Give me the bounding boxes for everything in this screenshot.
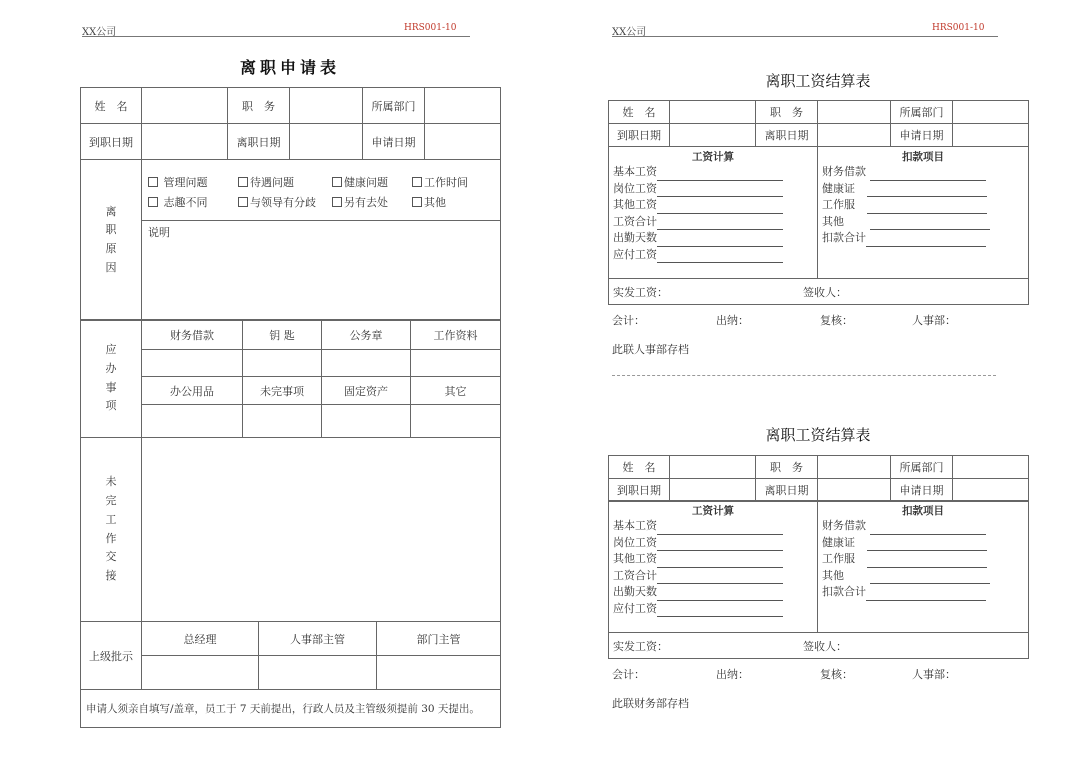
leave-date-label: 离职日期 [756, 124, 818, 147]
settlement-info-table [608, 455, 1029, 502]
todo-table [80, 319, 501, 438]
todo-field[interactable] [411, 405, 501, 438]
deduct-row[interactable]: 工作服 [822, 551, 1024, 568]
department-label: 所属部门 [891, 456, 953, 479]
todo-field[interactable] [142, 350, 243, 377]
todo-field[interactable] [243, 405, 322, 438]
doc-code: HRS001-10 [932, 23, 985, 33]
reason-checkbox-new-job[interactable]: 另有去处 [332, 194, 388, 210]
deduct-row[interactable]: 工作服 [822, 197, 1024, 214]
salary-row[interactable]: 基本工资 [613, 518, 813, 535]
approval-field[interactable] [259, 656, 377, 690]
footer-note: 申请人须亲自填写/盖章，员工于 7 天前提出，行政人员及主管级须提前 30 天提出。 [81, 690, 501, 728]
handover-label-cell [81, 438, 142, 622]
name-label: 姓 名 [81, 88, 142, 124]
receiver-label: 签收人： [803, 639, 847, 653]
todo-label: 应办事项 [105, 343, 117, 413]
leave-date-field[interactable] [290, 124, 363, 160]
approval-field[interactable] [142, 656, 259, 690]
handover-field[interactable] [142, 438, 501, 622]
reason-checkbox-hours[interactable]: 工作时间 [412, 174, 468, 190]
reason-table [80, 159, 501, 321]
settlement-title: 离职工资结算表 [765, 426, 871, 444]
position-label: 职 务 [756, 101, 818, 124]
join-date-field[interactable] [670, 124, 756, 147]
salary-header: 工资计算 [692, 505, 734, 517]
settlement-detail-table [608, 500, 1029, 659]
deduct-row[interactable]: 扣款合计 [822, 584, 1024, 601]
accountant-label: 会计： [612, 314, 645, 327]
deduction-cell [818, 147, 1029, 279]
deduct-row[interactable]: 健康证 [822, 535, 1024, 552]
todo-field[interactable] [411, 350, 501, 377]
reason-checkbox-pay[interactable]: 待遇问题 [238, 174, 294, 190]
apply-date-field[interactable] [953, 124, 1029, 147]
reason-checkbox-other[interactable]: 其他 [412, 194, 446, 210]
todo-item: 固定资产 [322, 377, 411, 405]
apply-date-field[interactable] [953, 479, 1029, 502]
reason-checkbox-interest[interactable]: 志趣不同 [148, 194, 208, 210]
salary-row[interactable]: 出勤天数 [613, 230, 813, 247]
salary-row[interactable]: 基本工资 [613, 164, 813, 181]
approver-gm: 总经理 [142, 622, 259, 656]
approval-field[interactable] [377, 656, 501, 690]
leave-date-field[interactable] [818, 479, 891, 502]
salary-row[interactable]: 工资合计 [613, 568, 813, 585]
position-label: 职 务 [756, 456, 818, 479]
deduct-row[interactable]: 其他 [822, 568, 1024, 585]
todo-item: 公务章 [322, 320, 411, 350]
reason-label: 离职原因 [105, 204, 117, 274]
name-field[interactable] [670, 456, 756, 479]
salary-row[interactable]: 其他工资 [613, 197, 813, 214]
header-rule [612, 36, 998, 37]
salary-row[interactable]: 岗位工资 [613, 535, 813, 552]
todo-item: 其它 [411, 377, 501, 405]
cashier-label: 出纳： [716, 668, 749, 681]
name-field[interactable] [142, 88, 228, 124]
deduct-row[interactable]: 健康证 [822, 181, 1024, 198]
department-field[interactable] [953, 456, 1029, 479]
actual-pay-row[interactable] [609, 633, 1029, 659]
todo-item: 未完事项 [243, 377, 322, 405]
apply-date-field[interactable] [425, 124, 501, 160]
salary-header: 工资计算 [692, 151, 734, 163]
reason-checkboxes [142, 160, 501, 221]
salary-row[interactable]: 出勤天数 [613, 584, 813, 601]
position-field[interactable] [290, 88, 363, 124]
salary-row[interactable]: 应付工资 [613, 601, 813, 618]
position-field[interactable] [818, 456, 891, 479]
copy-note-hr: 此联人事部存档 [612, 343, 689, 356]
apply-date-label: 申请日期 [363, 124, 425, 160]
salary-calc-cell [609, 501, 818, 633]
name-field[interactable] [670, 101, 756, 124]
settlement-detail-table [608, 146, 1029, 305]
reason-note-label: 说明 [148, 226, 170, 239]
actual-pay-label: 实发工资： [613, 639, 668, 653]
todo-field[interactable] [322, 350, 411, 377]
todo-item: 财务借款 [142, 320, 243, 350]
leave-date-field[interactable] [818, 124, 891, 147]
leave-date-label: 离职日期 [228, 124, 290, 160]
todo-field[interactable] [243, 350, 322, 377]
reason-checkbox-management[interactable]: 管理问题 [148, 174, 208, 190]
header-rule [82, 36, 470, 37]
department-field[interactable] [953, 101, 1029, 124]
reason-checkbox-disagreement[interactable]: 与领导有分歧 [238, 194, 316, 210]
settlement-info-table [608, 100, 1029, 147]
join-date-label: 到职日期 [81, 124, 142, 160]
approval-table [80, 621, 501, 728]
position-label: 职 务 [228, 88, 290, 124]
salary-calc-cell [609, 147, 818, 279]
todo-item: 工作资料 [411, 320, 501, 350]
reviewer-label: 复核： [820, 668, 853, 681]
approval-label: 上级批示 [81, 622, 142, 690]
doc-code: HRS001-10 [404, 23, 457, 33]
todo-item: 钥 匙 [243, 320, 322, 350]
leave-date-label: 离职日期 [756, 479, 818, 502]
receiver-label: 签收人： [803, 285, 847, 299]
join-date-label: 到职日期 [609, 124, 670, 147]
actual-pay-label: 实发工资： [613, 285, 668, 299]
reason-note-field[interactable] [142, 221, 501, 321]
reviewer-label: 复核： [820, 314, 853, 327]
reason-label-cell [81, 160, 142, 321]
todo-item: 办公用品 [142, 377, 243, 405]
salary-row[interactable]: 其他工资 [613, 551, 813, 568]
accountant-label: 会计： [612, 668, 645, 681]
salary-row[interactable]: 工资合计 [613, 214, 813, 231]
join-date-field[interactable] [670, 479, 756, 502]
company-name: XX公司 [82, 27, 117, 38]
deduct-header: 扣款项目 [902, 505, 944, 517]
applicant-info-table [80, 87, 501, 160]
name-label: 姓 名 [609, 456, 670, 479]
handover-label: 未完工作交接 [105, 475, 117, 582]
deduction-cell [818, 501, 1029, 633]
deduct-header: 扣款项目 [902, 151, 944, 163]
company-name: XX公司 [612, 27, 647, 38]
form-title: 离职申请表 [239, 58, 340, 77]
todo-field[interactable] [142, 405, 243, 438]
hr-label: 人事部： [912, 314, 956, 327]
reason-checkbox-health[interactable]: 健康问题 [332, 174, 388, 190]
settlement-title: 离职工资结算表 [765, 72, 871, 90]
join-date-label: 到职日期 [609, 479, 670, 502]
copy-note-finance: 此联财务部存档 [612, 697, 689, 710]
salary-row[interactable]: 应付工资 [613, 247, 813, 264]
position-field[interactable] [818, 101, 891, 124]
approver-hr: 人事部主管 [259, 622, 377, 656]
handover-table [80, 437, 501, 622]
apply-date-label: 申请日期 [891, 124, 953, 147]
actual-pay-row[interactable] [609, 279, 1029, 305]
department-field[interactable] [425, 88, 501, 124]
todo-field[interactable] [322, 405, 411, 438]
cut-line [612, 375, 996, 376]
cashier-label: 出纳： [716, 314, 749, 327]
apply-date-label: 申请日期 [891, 479, 953, 502]
hr-label: 人事部： [912, 668, 956, 681]
join-date-field[interactable] [142, 124, 228, 160]
approver-dept: 部门主管 [377, 622, 501, 656]
deduct-row[interactable]: 财务借款 [822, 518, 1024, 535]
todo-label-cell [81, 320, 142, 438]
deduct-row[interactable]: 财务借款 [822, 164, 1024, 181]
deduct-row[interactable]: 扣款合计 [822, 230, 1024, 247]
deduct-row[interactable]: 其他 [822, 214, 1024, 231]
department-label: 所属部门 [891, 101, 953, 124]
name-label: 姓 名 [609, 101, 670, 124]
department-label: 所属部门 [363, 88, 425, 124]
salary-row[interactable]: 岗位工资 [613, 181, 813, 198]
